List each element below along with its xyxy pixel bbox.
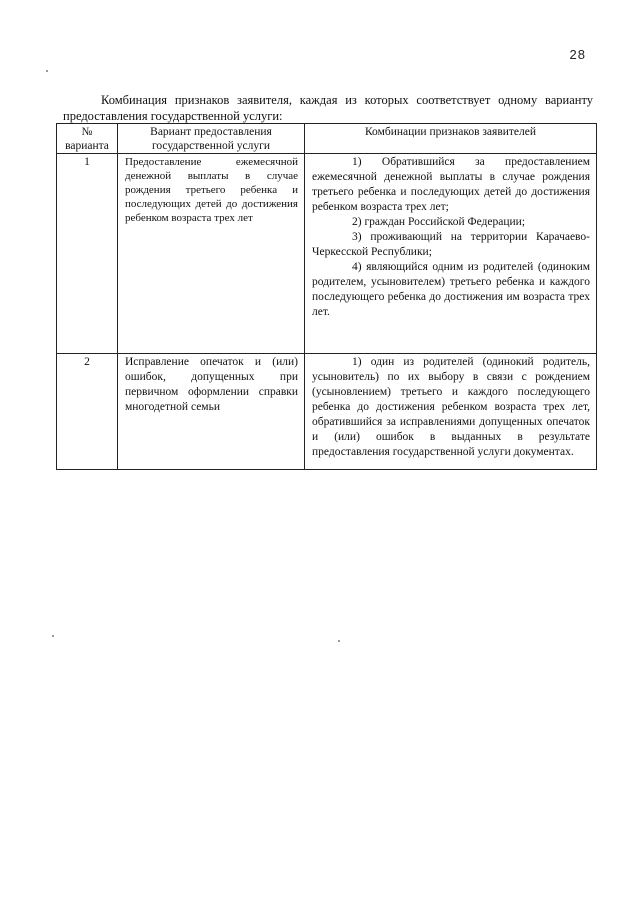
header-applicant-combinations: Комбинации признаков заявителей [305, 124, 597, 154]
service-variants-table [56, 123, 597, 470]
intro-paragraph: Комбинация признаков заявителя, каждая из которых соответствует одному варианту предоставления государственной услуги: [63, 92, 593, 123]
combination-item: 1) один из родителей (одинокий родитель, усыновитель) по их выбору в связи с рождением (усыновлением) третьего и каждого последующего ребенка до достижения ребенком возраста трех лет, обратившийся за исправлениями допущенных опечаток и (или) ошибок в выданных в результате предоставления государственной услуги документах. [312, 356, 590, 458]
table-row [57, 354, 597, 470]
variant-number: 2 [57, 354, 118, 470]
header-variant-number: № варианта [57, 124, 118, 154]
variant-number: 1 [57, 154, 118, 354]
page-number: 28 [569, 47, 586, 62]
scan-speck [52, 635, 54, 637]
variant-description: Предоставление ежемесячной денежной выплаты в случае рождения третьего ребенка и последующих детей до достижения ребенком возраста трех лет [118, 154, 305, 354]
combination-item: 4) являющийся одним из родителей (одиноким родителем, усыновителем) третьего ребенка и каждого последующего ребенка до достижения им возраста трех лет. [312, 261, 590, 318]
variant-description: Исправление опечаток и (или) ошибок, допущенных при первичном оформлении справки многодетной семьи [118, 354, 305, 470]
combination-item: 1) Обратившийся за предоставлением ежемесячной денежной выплаты в случае рождения третьего ребенка и последующих детей до достижения ребенком возраста трех лет; [312, 156, 590, 213]
scan-speck [46, 70, 48, 72]
applicant-combinations [305, 154, 597, 354]
table-row [57, 154, 597, 354]
combination-item: 3) проживающий на территории Карачаево-Черкесской Республики; [312, 231, 590, 258]
scan-speck [338, 640, 340, 642]
applicant-combinations [305, 354, 597, 470]
combination-item: 2) граждан Российской Федерации; [352, 216, 526, 228]
header-variant-name: Вариант предоставления государственной услуги [118, 124, 305, 154]
table-header-row [57, 124, 597, 154]
